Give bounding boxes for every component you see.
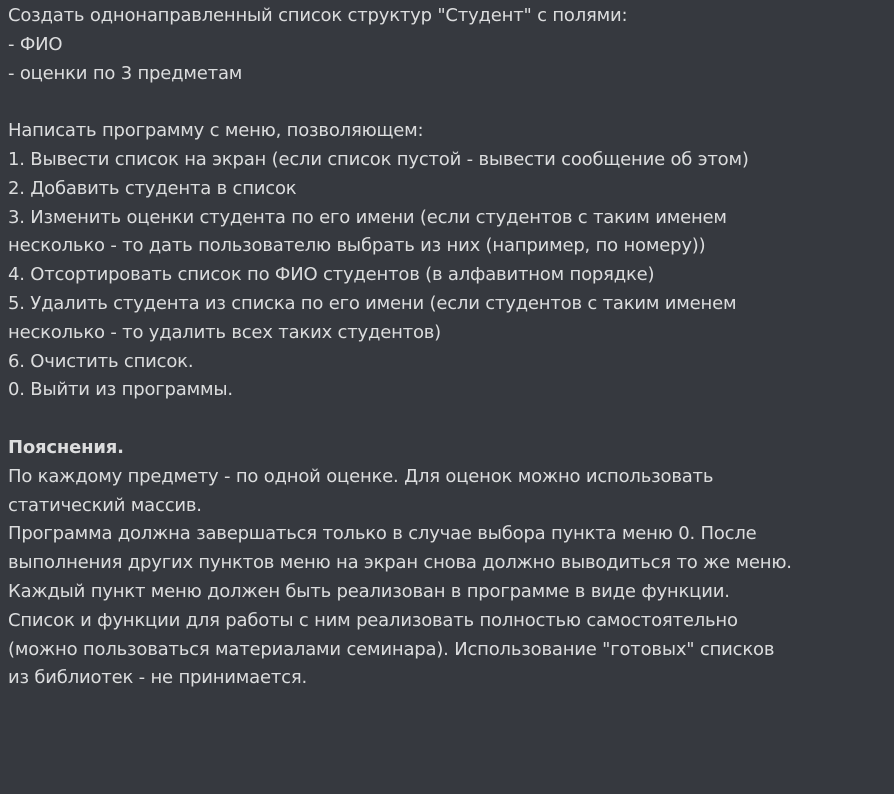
task-line: Создать однонаправленный список структур "Студент" с полями: — [8, 5, 628, 26]
blank-line — [8, 405, 894, 434]
explanation-line: выполнения других пунктов меню на экран снова должно выводиться то же меню. — [8, 552, 792, 574]
menu-item-0: 0. Выйти из программы. — [8, 379, 233, 401]
field-item-fio: - ФИО — [8, 33, 63, 55]
menu-item-3: 3. Изменить оценки студента по его имени (если студентов с таким именем — [8, 206, 727, 228]
field-item-grades: - оценки по 3 предметам — [8, 62, 243, 84]
explanations-heading: Пояснения. — [8, 436, 124, 458]
blank-line — [8, 88, 894, 117]
explanation-line: По каждому предмету - по одной оценке. Для оценок можно использовать — [8, 465, 714, 487]
menu-intro-line: Написать программу с меню, позволяющем: — [8, 120, 424, 142]
explanation-line: Список и функции для работы с ним реализовать полностью самостоятельно — [8, 609, 738, 631]
menu-item-4: 4. Отсортировать список по ФИО студентов (в алфавитном порядке) — [8, 264, 655, 286]
menu-item-5: 5. Удалить студента из списка по его имени (если студентов с таким именем — [8, 292, 737, 314]
menu-item-3-continued: несколько - то дать пользователю выбрать из них (например, по номеру)) — [8, 235, 706, 257]
menu-item-1: 1. Вывести список на экран (если список пустой - вывести сообщение об этом) — [8, 148, 749, 170]
menu-item-5-continued: несколько - то удалить всех таких студентов) — [8, 321, 441, 343]
explanation-line: Программа должна завершаться только в случае выбора пункта меню 0. После — [8, 523, 757, 545]
explanation-line: (можно пользоваться материалами семинара). Использование "готовых" списков — [8, 638, 775, 660]
menu-item-6: 6. Очистить список. — [8, 350, 194, 372]
explanation-line: Каждый пункт меню должен быть реализован в программе в виде функции. — [8, 580, 730, 602]
explanation-line: из библиотек - не принимается. — [8, 667, 308, 689]
explanation-line: статический массив. — [8, 494, 202, 516]
menu-item-2: 2. Добавить студента в список — [8, 177, 297, 199]
